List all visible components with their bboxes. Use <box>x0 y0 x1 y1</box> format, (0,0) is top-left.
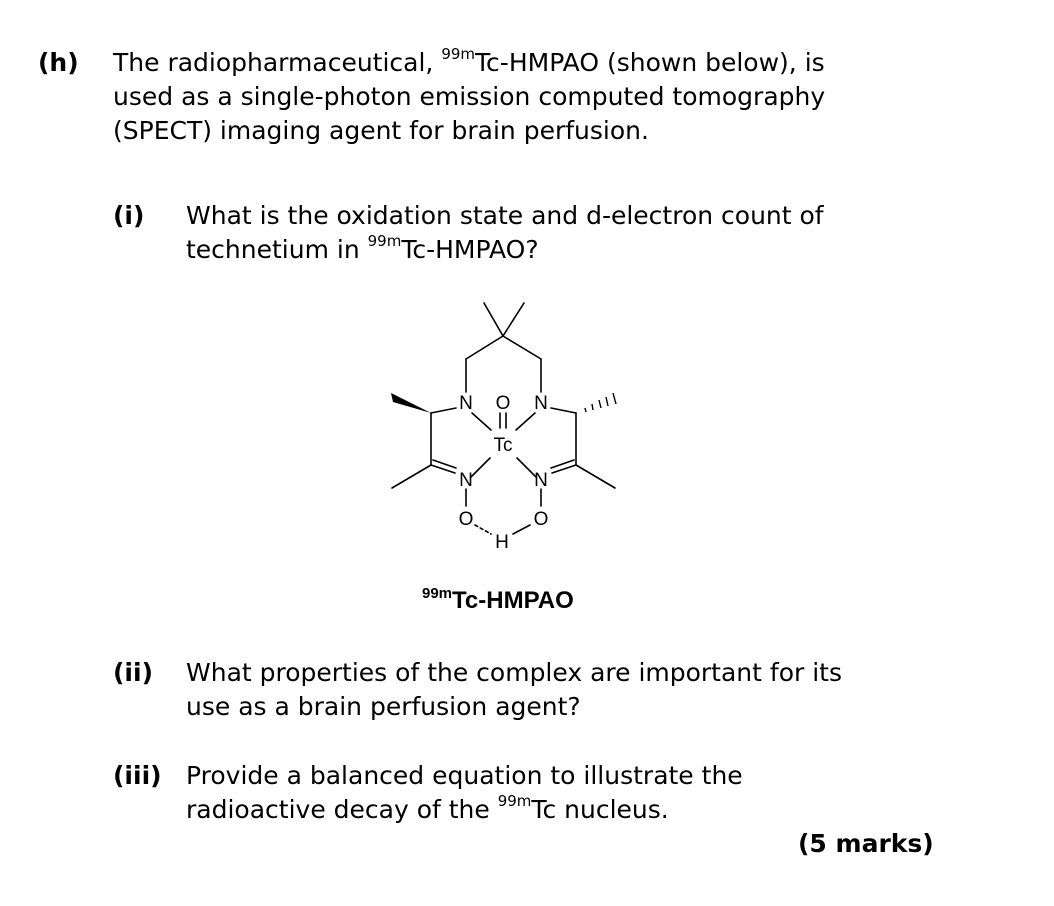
part-iii-line-1: Provide a balanced equation to illustrate the <box>186 761 743 790</box>
atom-n-2: N <box>534 393 548 414</box>
part-ii-text <box>186 656 946 724</box>
atom-n-1: N <box>459 393 473 414</box>
atom-tc: Tc <box>493 435 513 456</box>
intro-line-1: The radiopharmaceutical, $^{99m}$Tc-HMPAO (shown below), is <box>113 45 825 77</box>
intro-line-3: (SPECT) imaging agent for brain perfusion. <box>113 116 649 145</box>
part-i-line-2: technetium in $^{99m}$Tc-HMPAO? <box>186 232 539 264</box>
hash-bond <box>585 393 616 412</box>
intro-line-2: used as a single-photon emission computed tomography <box>113 82 826 111</box>
question-number: (h) <box>38 48 79 77</box>
atom-h: H <box>495 532 509 553</box>
wedge-bond <box>391 393 431 413</box>
part-i-number: (i) <box>113 201 145 230</box>
marks-label: (5 marks) <box>798 829 934 858</box>
part-iii-line-2: radioactive decay of the $^{99m}$Tc nucleus. <box>186 792 669 824</box>
part-ii-number: (ii) <box>113 658 153 687</box>
atom-o-1: O <box>458 509 474 530</box>
hmpao-structure <box>380 295 630 555</box>
part-i-line-1: What is the oxidation state and d-electron count of <box>186 201 824 230</box>
atom-o-2: O <box>533 509 549 530</box>
structure-caption: $^{99m}$Tc-HMPAO <box>422 585 574 614</box>
atom-o-oxo: O <box>495 393 511 414</box>
part-ii-line-2: use as a brain perfusion agent? <box>186 692 581 721</box>
atom-n-3: N <box>459 470 473 491</box>
part-ii-line-1: What properties of the complex are important for its <box>186 658 842 687</box>
part-i-text <box>186 199 946 267</box>
part-iii-text <box>186 759 946 827</box>
question-intro <box>113 46 913 148</box>
atom-n-4: N <box>534 470 548 491</box>
part-iii-number: (iii) <box>113 761 162 790</box>
